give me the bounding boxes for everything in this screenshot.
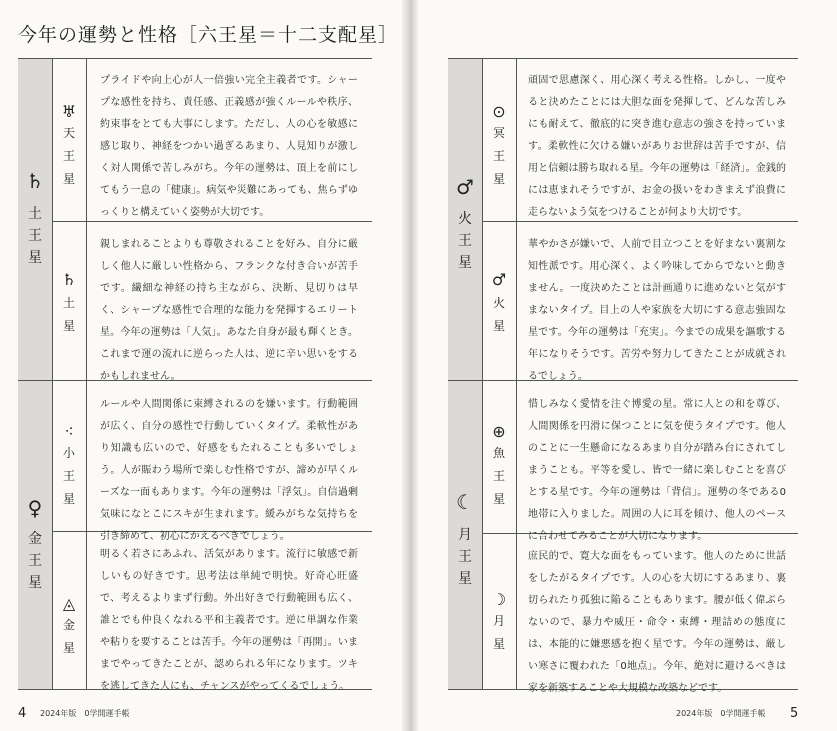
- mars-king-icon: ♂: [456, 175, 474, 199]
- group-name: 金 王 星: [28, 531, 42, 591]
- sub-name: 冥 王 星: [492, 126, 505, 186]
- description-text: 親しまれることよりも尊敬されることを好み、自分に厳しく他人に厳しい性格から、フランクな付き合いが苦手です。繊細な神経の持ち主ながら、決断、見切りは早く、シャープな感性で合理的な能力を発揮するエリート星。今年の運勢は「人気」。あなた自身が最も輝くとき。これまで運の流れに逆らった人は、逆に辛い思いをするかもしれません。: [100, 239, 358, 382]
- right-table: [448, 58, 798, 694]
- footer-text: 2024年版 0学開運手帳: [40, 709, 130, 718]
- description-text: 惜しみなく愛情を注ぐ博愛の星。常に人との和を尊び、人間関係を円滑に保つことに気を使うタイプです。他人のことに一生懸命になるあまり自分が踏み台にされてしまうことも。平等を愛し、皆で一緒に楽しむことを喜びとする星です。今年の運勢は「背信」。運勢の冬である0地帯に入りました。周囲の人に耳を傾け、他人のペースに合わせてみることが大切になります。: [528, 399, 786, 542]
- description-text: プライドや向上心が人一倍強い完全主義者です。シャープな感性を持ち、責任感、正義感が強くルールや秩序、約束事をとても大事にします。ただし、人の心を敏感に感じ取り、神経をつかい過ぎるあまり、人見知りが激しく対人関係で苦しみがち。今年の運勢は、頂上を前にしてもう一息の「健康」。病気や災難にあっても、焦らずゆっくりと構えていく姿勢が大切です。: [100, 75, 358, 218]
- description-text: 庶民的で、寛大な面をもっています。他人のために世話をしたがるタイプです。人の心を大切にするあまり、裏切られたり孤独に陥ることもあります。腰が低く偉ぶらないので、暴力や威圧・命令・束縛・理詰めの態度には、本能的に嫌悪感を抱く星です。今年の運勢は、厳しい寒さに覆われた「0地点」。今年、絶対に避けるべきは家を新築することや大規模な改築などです。: [528, 551, 786, 694]
- sub-name: 月 星: [492, 614, 505, 651]
- sub-name: 小 王 星: [62, 446, 75, 506]
- sub-name: 魚 王 星: [492, 446, 505, 506]
- moon-king-icon: ☾: [456, 490, 474, 514]
- fish-king-icon: ⊕: [492, 422, 506, 441]
- mars-icon: ♂: [491, 270, 507, 289]
- page-number: 5: [790, 706, 799, 721]
- venus-icon: ◬: [62, 594, 76, 613]
- venus-king-icon: ♀: [27, 496, 43, 520]
- description-text: 頑固で思慮深く、用心深く考える性格。しかし、一度やると決めたことには大胆な面を発揮して、どんな苦しみにも耐えて、徹底的に突き進む意志の強さを持っています。柔軟性に欠ける嫌いがありお世辞は苦手ですが、信用と信頼は勝ち取れる星。今年の運勢は「経済」。金銭的には恵まれそうですが、お金の扱いをわきまえず浪費に走らないよう気をつけることが何より大切です。: [528, 75, 786, 218]
- description-text: 明るく若さにあふれ、活気があります。流行に敏感で新しいもの好きです。思考法は単純で明快。好奇心旺盛で、考えるよりまず行動。外出好きで行動範囲も広く、誰とでも仲良くなれる平和主義者です。逆に単調な作業や粘りを要することは苦手。今年の運勢は「再開」。いままでやってきたことが、認められる年になります。ツキを逃してきた人にも、チャンスがやってくるでしょう。: [100, 549, 358, 692]
- sub-name: 天 王 星: [62, 126, 75, 186]
- sub-name: 金 星: [62, 618, 75, 655]
- book-gutter: [402, 0, 418, 731]
- group-name: 月 王 星: [458, 527, 472, 587]
- description-text: 華やかさが嫌いで、人前で目立つことを好まない裏割な知性派です。用心深く、よく吟味してからでないと動きません。一度決めたことは計画通りに進めないと気がすまないタイプ。目上の人や家族を大切にする意志強固な星です。今年の運勢は「充実」。今までの成果を謳歌する年になりそうです。苦労や努力してきたことが成就されるでしょう。: [528, 239, 786, 382]
- divider: [86, 58, 87, 690]
- sub-name: 火 星: [492, 296, 505, 333]
- moon-icon: ☽: [491, 590, 507, 609]
- footer-text: 2024年版 0学開運手帳: [676, 709, 766, 718]
- uranus-icon: ♅: [61, 102, 77, 121]
- saturn-icon: ♄: [61, 270, 77, 289]
- page-title: 今年の運勢と性格［六王星＝十二支配星］: [18, 24, 399, 46]
- divider: [18, 58, 372, 59]
- divider: [448, 58, 798, 59]
- page-number: 4: [18, 706, 27, 721]
- saturn-king-icon: ♄: [26, 169, 44, 193]
- group-name: 土 王 星: [28, 206, 42, 266]
- right-sidebar: [448, 58, 482, 690]
- description-text: ルールや人間関係に束縛されるのを嫌います。行動範囲が広く、自分の感性で行動していくタイプ。柔軟性があり知識も広いので、好感をもたれることも多いでしょう。人が賑わう場所で楽しむ性格ですが、諦めが早くルーズな一面もあります。今年の運勢は「浮気」。自信過剰気味になとこにスキが生まれます。緩みがちな気持ちを引き締めて、初心にかえるべきでしょう。: [100, 399, 358, 542]
- small-king-icon: ⁖: [64, 422, 74, 441]
- sub-name: 土 星: [62, 296, 75, 333]
- divider: [516, 58, 517, 690]
- pluto-icon: ⊙: [492, 102, 506, 121]
- group-name: 火 王 星: [458, 211, 472, 271]
- left-sidebar: [18, 58, 52, 690]
- left-table: [18, 58, 372, 690]
